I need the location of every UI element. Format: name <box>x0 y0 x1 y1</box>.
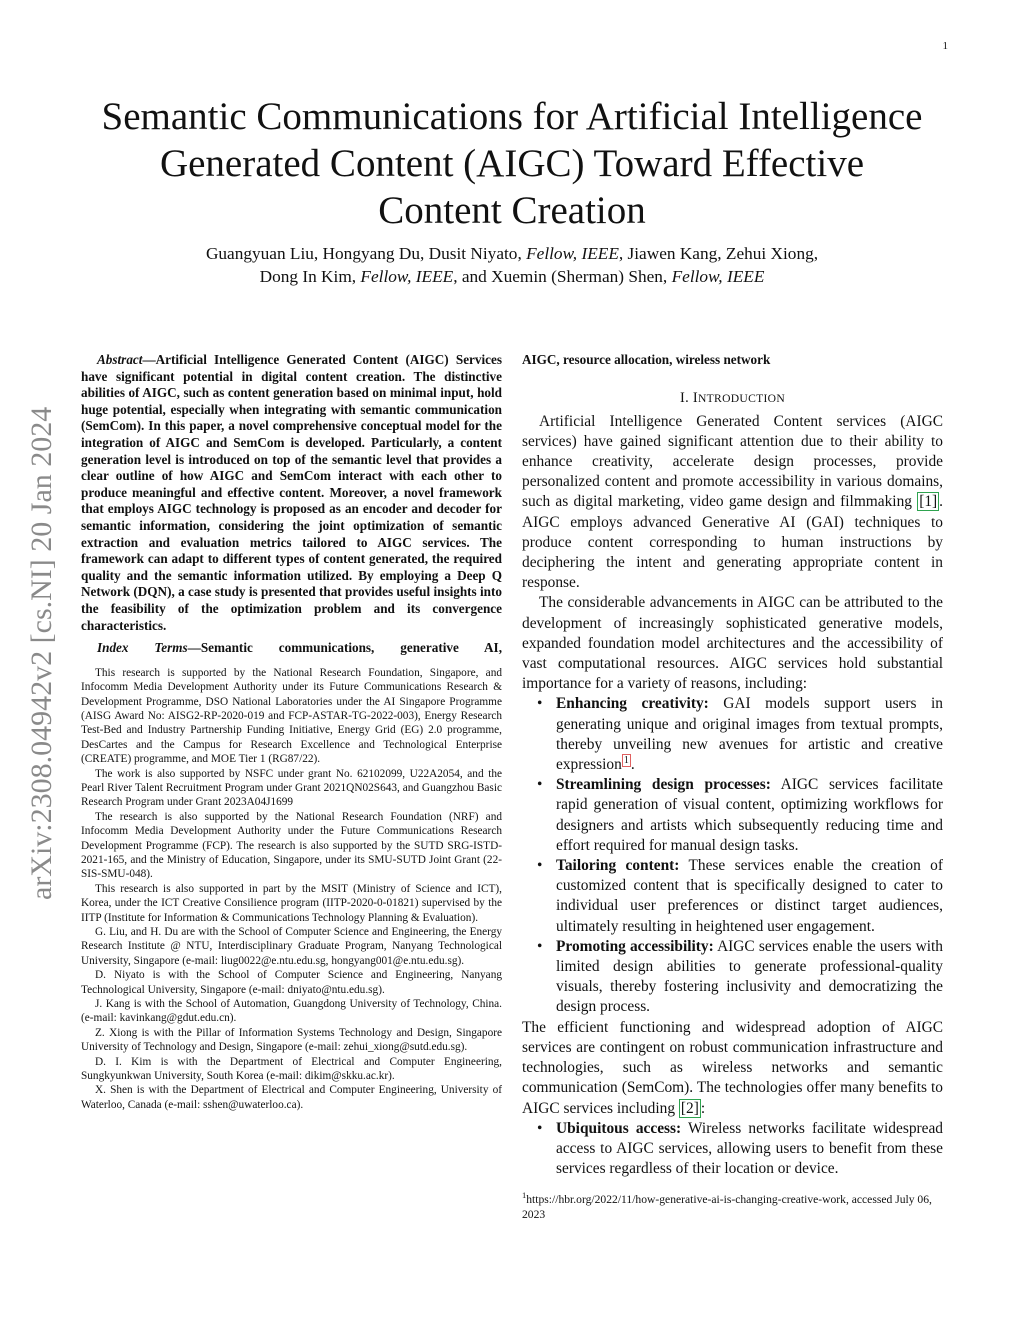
citation-link[interactable]: [1] <box>919 493 938 511</box>
intro-paragraph-3 <box>522 1018 943 1119</box>
bullet-icon: • <box>537 1119 543 1137</box>
footnote: The work is also supported by NSFC under grant No. 62102099, U22A2054, and the Pearl River Talent Recruitment Program under Grant 2021QN02S643, and Guangzhou Basic Research Program under Grant 2023A04J1699 <box>81 767 502 809</box>
item-text: . <box>630 756 635 774</box>
benefits-list <box>522 694 943 1017</box>
index-terms-text: —Semantic communications, generative AI, <box>187 640 502 656</box>
title-line: Generated Content (AIGC) Toward Effective <box>159 142 865 185</box>
item-heading: Ubiquitous access: <box>556 1119 682 1137</box>
index-terms-label: Index Terms <box>97 640 188 656</box>
fellow-title: Fellow, IEEE <box>360 267 454 286</box>
footnote: This research is supported by the National Research Foundation, Singapore, and Infocomm Media Development Authority under its Future Communications Research & Development Programme, DSO National Laboratories under the AI Singapore Programme (AISG Award No: AISG2-RP-2020-019 and FCP-ASTAR-TG-2022-003), Energy Research Test-Bed and Industry Partnership Funding Initiative, Energy Grid (EG) 2.0 programme, DesCartes and the Campus for Research Excellence and Technological Enterprise (CREATE) programme, and MOE Tier 1 (RG87/22). <box>81 666 502 766</box>
author-names: , and Xuemin (Sherman) Shen, <box>453 267 668 286</box>
author-list <box>132 242 892 288</box>
bullet-icon: • <box>537 695 543 713</box>
footnote: Z. Xiong is with the Pillar of Information Systems Technology and Design, Singapore University of Technology and Design, Singapore (e-mail: zehui_xiong@sutd.edu.sg). <box>81 1026 502 1054</box>
list-item <box>522 775 943 856</box>
author-line-1 <box>132 242 892 265</box>
section-heading <box>522 390 943 407</box>
item-text: Wireless networks facilitate widespread access to AIGC services, allowing users to benefit from these services regardless of their location or device. <box>556 1119 943 1178</box>
url-footnote <box>522 1188 943 1222</box>
author-names: Guangyuan Liu, Hongyang Du, Dusit Niyato, <box>205 244 522 263</box>
item-heading: Tailoring content: <box>556 857 680 875</box>
right-column <box>522 352 943 1222</box>
author-names: , Jiawen Kang, Zehui Xiong, <box>618 244 819 263</box>
list-item <box>522 856 943 937</box>
citation-link[interactable]: [2] <box>680 1099 699 1117</box>
list-item <box>522 694 943 775</box>
item-heading: Promoting accessibility: <box>556 937 714 955</box>
item-heading: Streamlining design processes: <box>556 776 771 794</box>
footnote: This research is also supported in part by the MSIT (Ministry of Science and ICT), Korea, under the ICT Creative Consilience program (IITP-2020-0-01821) supervised by the IITP (Institute for Information & Communications Technology Planning & Evaluation). <box>81 882 502 924</box>
arxiv-stamp: arXiv:2308.04942v2 [cs.NI] 20 Jan 2024 <box>25 406 58 900</box>
title-line: Content Creation <box>378 189 646 232</box>
footnote-text: https://hbr.org/2022/11/how-generative-ai-is-changing-creative-work, accessed July 06, 2023 <box>522 1193 932 1221</box>
item-text: These services enable the creation of customized content that is specifically designed to cater to individual user preferences or distinct target audiences, ultimately resulting in heightened user engagement. <box>556 857 944 935</box>
abstract-text: —Artificial Intelligence Generated Content (AIGC) Services have significant potential in digital content creation. The distinctive abilities of AIGC, such as content generation based on minimal input, hold huge potential, especially when integrating with semantic communication (SemCom). In this paper, a novel comprehensive conceptual model for the integration of AIGC and SemCom is developed. Particularly, a content generation level is introduced on top of the semantic level that provides a clear outline of how AIGC and SemCom interact with each other to produce meaningful and effective content. Moreover, a novel framework that employs AIGC technology is proposed as an encoder and decoder for semantic information, considering the joint optimization of semantic extraction and evaluation metrics tailored to AIGC services. The framework can adapt to different types of content generated, the required quality and the semantic information utilized. By employing a Deep Q Network (DQN), a case study is presented that provides useful insights into the feasibility of the optimization problem and its convergence characteristics. <box>81 352 502 633</box>
fellow-title: Fellow, IEEE <box>526 244 619 263</box>
footnote: D. I. Kim is with the Department of Electrical and Computer Engineering, Sungkyunkwan University, South Korea (e-mail: dikim@skku.ac.kr). <box>81 1055 502 1083</box>
fellow-title: Fellow, IEEE <box>671 267 765 286</box>
bullet-icon: • <box>537 937 543 955</box>
left-column <box>81 352 502 1112</box>
list-item <box>522 1119 943 1180</box>
page-number: 1 <box>942 40 948 52</box>
author-names: Dong In Kim, <box>259 267 357 286</box>
item-heading: Enhancing creativity: <box>556 695 709 713</box>
intro-paragraph-1 <box>522 412 943 594</box>
title-line: Semantic Communications for Artificial Intelligence <box>101 95 923 138</box>
item-text: AIGC services enable the users with limited design abilities to generate professional-quality visuals, thereby fostering inclusivity and democratizing the design process. <box>556 937 943 1016</box>
footnote-number: 1 <box>522 1190 527 1201</box>
footnote-marker[interactable]: 1 <box>623 754 629 766</box>
text-run: : <box>700 1099 706 1117</box>
affiliation-footnotes <box>81 666 502 1113</box>
author-line-2 <box>132 265 892 288</box>
footnote: The research is also supported by the National Research Foundation (NRF) and Infocomm Media Development Authority under the Future Communications Research Development Programme (FCP). The research is also supported by the SUTD SRG-ISTD-2021-165, and the Ministry of Education, Singapore, under its SMU-SUTD Joint Grant (22-SIS-SMU-048). <box>81 810 502 881</box>
footnote: G. Liu, and H. Du are with the School of Computer Science and Engineering, the Energy Research Institute @ NTU, Interdisciplinary Graduate Program, Nanyang Technological University, Singapore (e-mail: liug0022@e.ntu.edu.sg, hongyang001@e.ntu.edu.sg). <box>81 926 502 967</box>
network-benefits-list <box>522 1119 943 1180</box>
footnote: D. Niyato is with the School of Computer Science and Engineering, Nanyang Technological University, Singapore (e-mail: dniyato@ntu.edu.sg). <box>81 969 502 996</box>
text-run: The efficient functioning and widespread adoption of AIGC services are contingent on robust communication infrastructure and technologies, such as wireless networks and semantic communication (SemCom). The technologies offer many benefits to AIGC services including <box>522 1018 943 1117</box>
paper-title <box>62 93 962 234</box>
section-initial: I <box>692 389 698 406</box>
bullet-icon: • <box>537 857 543 875</box>
bullet-icon: • <box>537 776 543 794</box>
list-item <box>522 937 943 1018</box>
footnote: X. Shen is with the Department of Electrical and Computer Engineering, University of Waterloo, Canada (e-mail: sshen@uwaterloo.ca). <box>81 1084 502 1111</box>
index-terms-continued: AIGC, resource allocation, wireless network <box>522 352 771 367</box>
abstract-label: Abstract <box>97 352 143 367</box>
section-title-rest: NTRODUCTION <box>697 391 786 405</box>
abstract <box>81 352 502 634</box>
item-text: GAI models support users in generating unique and original images from textual prompts, thereby unveiling new avenues for artistic and creative expression <box>556 695 944 774</box>
text-run: Artificial Intelligence Generated Content services (AIGC services) have gained significant attention due to their ability to enhance creativity, accelerate design processes, provide personalized content and promote accessibility in various domains, such as digital marketing, video game design and filmmaking <box>522 412 943 511</box>
section-numeral: I. <box>679 389 689 406</box>
text-run: . AIGC employs advanced Generative AI (GAI) techniques to produce content corresponding to human instructions by deciphering the intent and generating appropriate content in response. <box>522 493 943 592</box>
item-text: AIGC services facilitate rapid generation of visual content, optimizing workflows for designers and artists which subsequently reducing time and effort required for manual design tasks. <box>556 776 943 854</box>
intro-paragraph-2: The considerable advancements in AIGC can be attributed to the development of increasingly sophisticated generative models, expanded foundation model architectures and the accessibility of vast computational resources. AIGC services hold substantial importance for a variety of reasons, including: <box>522 594 943 693</box>
footnote: J. Kang is with the School of Automation, Guangdong University of Technology, China. (e-mail: kavinkang@gdut.edu.cn). <box>81 998 502 1025</box>
index-terms <box>81 640 502 657</box>
